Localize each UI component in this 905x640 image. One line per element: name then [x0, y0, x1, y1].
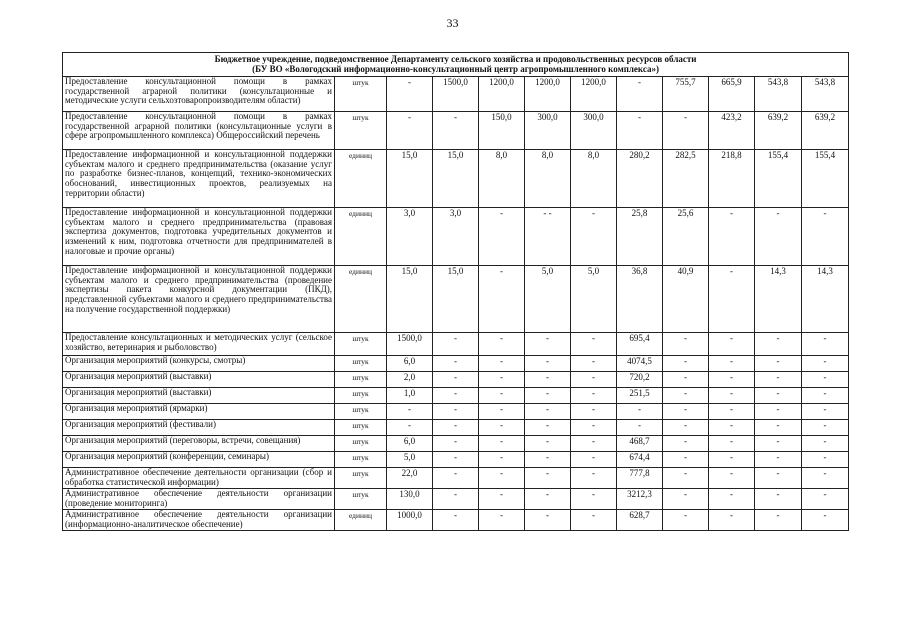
- value-cell: 8,0: [571, 150, 617, 208]
- value-cell: -: [755, 388, 802, 404]
- value-cell: -: [433, 388, 479, 404]
- value-cell: 1200,0: [479, 77, 525, 112]
- value-cell: 1500,0: [387, 333, 433, 356]
- value-cell: 695,4: [617, 333, 663, 356]
- value-cell: -: [802, 208, 849, 266]
- table-row: [63, 489, 849, 510]
- value-cell: 2,0: [387, 372, 433, 388]
- value-cell: 1,0: [387, 388, 433, 404]
- value-cell: 155,4: [802, 150, 849, 208]
- value-cell: -: [433, 356, 479, 372]
- row-description: Предоставление информационной и консультационной поддержки субъектам малого и среднего предпринимательства (оказание услуг по разработке бизнес-планов, концепций, технико-экономических обоснований, инвестиционных проектов, реализуемых на территории области): [63, 150, 335, 208]
- value-cell: -: [709, 404, 755, 420]
- value-cell: 639,2: [802, 112, 849, 150]
- value-cell: -: [709, 452, 755, 468]
- value-cell: -: [709, 510, 755, 531]
- value-cell: -: [571, 420, 617, 436]
- value-cell: -: [663, 489, 709, 510]
- value-cell: 15,0: [387, 150, 433, 208]
- value-cell: -: [617, 404, 663, 420]
- row-unit: единиц: [335, 208, 387, 266]
- value-cell: 8,0: [479, 150, 525, 208]
- row-description: Предоставление консультационной помощи в рамках государственной аграрной политики (консультационные и методические услуги сельхозтоваропроизводителям области): [63, 77, 335, 112]
- value-cell: -: [387, 404, 433, 420]
- value-cell: -: [433, 489, 479, 510]
- value-cell: -: [709, 468, 755, 489]
- value-cell: 280,2: [617, 150, 663, 208]
- value-cell: -: [525, 372, 571, 388]
- value-cell: -: [755, 372, 802, 388]
- row-unit: штук: [335, 404, 387, 420]
- row-unit: штук: [335, 468, 387, 489]
- budget-table: [62, 52, 849, 531]
- value-cell: -: [663, 452, 709, 468]
- row-unit: единиц: [335, 266, 387, 333]
- value-cell: -: [433, 404, 479, 420]
- row-description: Организация мероприятий (ярмарки): [63, 404, 335, 420]
- value-cell: 22,0: [387, 468, 433, 489]
- value-cell: -: [709, 420, 755, 436]
- value-cell: -: [525, 436, 571, 452]
- table-row: [63, 77, 849, 112]
- row-description: Предоставление информационной и консультационной поддержки субъектам малого и среднего предпринимательства (проведение экспертизы пакета конкурсной документации (ПКД), представленной субъектами малого и среднего предпринимательства на получение государственной поддержки): [63, 266, 335, 333]
- value-cell: -: [479, 436, 525, 452]
- value-cell: -: [433, 510, 479, 531]
- value-cell: -: [479, 468, 525, 489]
- value-cell: -: [433, 436, 479, 452]
- value-cell: -: [479, 208, 525, 266]
- value-cell: -: [525, 420, 571, 436]
- table-row: [63, 372, 849, 388]
- row-description: Предоставление консультационных и методических услуг (сельское хозяйство, ветеринария и рыболовство): [63, 333, 335, 356]
- row-description: Административное обеспечение деятельности организации (сбор и обработка статистической информации): [63, 468, 335, 489]
- value-cell: 1000,0: [387, 510, 433, 531]
- value-cell: 25,6: [663, 208, 709, 266]
- value-cell: -: [387, 420, 433, 436]
- header-line-1: Бюджетное учреждение, подведомственное Департаменту сельского хозяйства и продовольственных ресурсов области: [214, 54, 697, 64]
- value-cell: 628,7: [617, 510, 663, 531]
- value-cell: -: [479, 420, 525, 436]
- value-cell: -: [617, 420, 663, 436]
- value-cell: 777,8: [617, 468, 663, 489]
- value-cell: -: [802, 333, 849, 356]
- value-cell: -: [802, 404, 849, 420]
- value-cell: -: [479, 452, 525, 468]
- row-description: Административное обеспечение деятельности организации (информационно-аналитическое обеспечение): [63, 510, 335, 531]
- value-cell: -: [433, 372, 479, 388]
- value-cell: -: [802, 510, 849, 531]
- value-cell: -: [433, 333, 479, 356]
- value-cell: -: [525, 388, 571, 404]
- row-description: Предоставление информационной и консультационной поддержки субъектам малого и среднего предпринимательства (правовая экспертиза документов, подготовка учредительных документов и изменений к ним, подготовка отчетности для предпринимателей в налоговые и прочие органы): [63, 208, 335, 266]
- table-row: [63, 388, 849, 404]
- value-cell: -: [802, 372, 849, 388]
- value-cell: -: [709, 489, 755, 510]
- value-cell: -: [479, 388, 525, 404]
- value-cell: 40,9: [663, 266, 709, 333]
- value-cell: -: [755, 436, 802, 452]
- row-unit: штук: [335, 372, 387, 388]
- value-cell: 3212,3: [617, 489, 663, 510]
- value-cell: -: [663, 510, 709, 531]
- value-cell: 15,0: [387, 266, 433, 333]
- value-cell: -: [755, 452, 802, 468]
- value-cell: -: [525, 452, 571, 468]
- value-cell: -: [709, 333, 755, 356]
- value-cell: -: [479, 510, 525, 531]
- row-description: Организация мероприятий (переговоры, встречи, совещания): [63, 436, 335, 452]
- table-row: [63, 112, 849, 150]
- value-cell: -: [663, 112, 709, 150]
- value-cell: -: [663, 333, 709, 356]
- page-number: 33: [446, 16, 459, 30]
- value-cell: -: [755, 510, 802, 531]
- value-cell: -: [525, 489, 571, 510]
- value-cell: -: [387, 112, 433, 150]
- value-cell: -: [479, 404, 525, 420]
- value-cell: -: [755, 208, 802, 266]
- value-cell: -: [571, 404, 617, 420]
- row-unit: штук: [335, 489, 387, 510]
- value-cell: -: [709, 356, 755, 372]
- table-row: [63, 333, 849, 356]
- table-row: [63, 510, 849, 531]
- row-unit: штук: [335, 452, 387, 468]
- table-row: [63, 452, 849, 468]
- value-cell: 674,4: [617, 452, 663, 468]
- row-unit: штук: [335, 420, 387, 436]
- value-cell: 15,0: [433, 150, 479, 208]
- row-description: Организация мероприятий (конференции, семинары): [63, 452, 335, 468]
- table-row: [63, 150, 849, 208]
- table-header-row: [63, 53, 849, 77]
- row-unit: штук: [335, 112, 387, 150]
- row-unit: штук: [335, 333, 387, 356]
- value-cell: 14,3: [802, 266, 849, 333]
- table-row: [63, 420, 849, 436]
- value-cell: -: [571, 333, 617, 356]
- value-cell: -: [433, 420, 479, 436]
- value-cell: 468,7: [617, 436, 663, 452]
- value-cell: 639,2: [755, 112, 802, 150]
- table-row: [63, 208, 849, 266]
- value-cell: -: [525, 404, 571, 420]
- value-cell: 25,8: [617, 208, 663, 266]
- row-description: Организация мероприятий (выставки): [63, 372, 335, 388]
- value-cell: -: [479, 489, 525, 510]
- value-cell: 755,7: [663, 77, 709, 112]
- value-cell: -: [663, 420, 709, 436]
- institution-header: [63, 53, 849, 77]
- value-cell: -: [663, 468, 709, 489]
- value-cell: -: [755, 356, 802, 372]
- row-unit: единиц: [335, 150, 387, 208]
- value-cell: -: [525, 356, 571, 372]
- value-cell: -: [479, 333, 525, 356]
- value-cell: 282,5: [663, 150, 709, 208]
- value-cell: -: [802, 436, 849, 452]
- value-cell: -: [802, 489, 849, 510]
- value-cell: -: [571, 452, 617, 468]
- value-cell: -: [571, 468, 617, 489]
- value-cell: 15,0: [433, 266, 479, 333]
- row-unit: штук: [335, 436, 387, 452]
- value-cell: - -: [525, 208, 571, 266]
- value-cell: -: [709, 266, 755, 333]
- row-description: Предоставление консультационной помощи в рамках государственной аграрной политики (консультационные услуги в сфере агропромышленного комплекса) Общероссийский перечень: [63, 112, 335, 150]
- value-cell: -: [663, 436, 709, 452]
- table-row: [63, 468, 849, 489]
- value-cell: 6,0: [387, 436, 433, 452]
- value-cell: 14,3: [755, 266, 802, 333]
- value-cell: 1500,0: [433, 77, 479, 112]
- value-cell: -: [755, 333, 802, 356]
- value-cell: -: [663, 372, 709, 388]
- table-row: [63, 356, 849, 372]
- value-cell: 3,0: [387, 208, 433, 266]
- table-row: [63, 436, 849, 452]
- value-cell: -: [663, 388, 709, 404]
- value-cell: -: [802, 356, 849, 372]
- value-cell: 1200,0: [571, 77, 617, 112]
- value-cell: -: [802, 468, 849, 489]
- value-cell: 8,0: [525, 150, 571, 208]
- row-unit: штук: [335, 388, 387, 404]
- value-cell: -: [617, 77, 663, 112]
- value-cell: -: [571, 356, 617, 372]
- value-cell: 130,0: [387, 489, 433, 510]
- value-cell: 5,0: [525, 266, 571, 333]
- value-cell: -: [433, 452, 479, 468]
- value-cell: 36,8: [617, 266, 663, 333]
- row-unit: штук: [335, 77, 387, 112]
- value-cell: 251,5: [617, 388, 663, 404]
- value-cell: -: [525, 333, 571, 356]
- value-cell: 1200,0: [525, 77, 571, 112]
- value-cell: -: [479, 266, 525, 333]
- value-cell: -: [802, 452, 849, 468]
- value-cell: 155,4: [755, 150, 802, 208]
- value-cell: -: [571, 510, 617, 531]
- table-body: [63, 53, 849, 531]
- row-unit: единиц: [335, 510, 387, 531]
- value-cell: -: [663, 404, 709, 420]
- row-description: Организация мероприятий (фестивали): [63, 420, 335, 436]
- value-cell: -: [755, 468, 802, 489]
- value-cell: -: [617, 112, 663, 150]
- value-cell: -: [663, 356, 709, 372]
- value-cell: -: [525, 468, 571, 489]
- value-cell: -: [755, 404, 802, 420]
- value-cell: -: [479, 356, 525, 372]
- value-cell: 423,2: [709, 112, 755, 150]
- value-cell: 5,0: [387, 452, 433, 468]
- value-cell: -: [571, 388, 617, 404]
- value-cell: -: [571, 489, 617, 510]
- table-row: [63, 266, 849, 333]
- table-row: [63, 404, 849, 420]
- value-cell: -: [755, 420, 802, 436]
- value-cell: 543,8: [802, 77, 849, 112]
- value-cell: 4074,5: [617, 356, 663, 372]
- value-cell: 300,0: [525, 112, 571, 150]
- value-cell: 300,0: [571, 112, 617, 150]
- value-cell: -: [802, 420, 849, 436]
- value-cell: -: [433, 112, 479, 150]
- row-description: Организация мероприятий (выставки): [63, 388, 335, 404]
- value-cell: 720,2: [617, 372, 663, 388]
- value-cell: 3,0: [433, 208, 479, 266]
- value-cell: -: [709, 436, 755, 452]
- row-unit: штук: [335, 356, 387, 372]
- value-cell: 6,0: [387, 356, 433, 372]
- value-cell: 543,8: [755, 77, 802, 112]
- value-cell: -: [387, 77, 433, 112]
- value-cell: -: [571, 208, 617, 266]
- row-description: Административное обеспечение деятельности организации (проведение мониторинга): [63, 489, 335, 510]
- value-cell: -: [709, 388, 755, 404]
- value-cell: 5,0: [571, 266, 617, 333]
- row-description: Организация мероприятий (конкурсы, смотры): [63, 356, 335, 372]
- value-cell: -: [755, 489, 802, 510]
- value-cell: -: [709, 208, 755, 266]
- value-cell: -: [802, 388, 849, 404]
- value-cell: -: [525, 510, 571, 531]
- header-line-2: (БУ ВО «Вологодский информационно-консультационный центр агропромышленного комплекса»): [252, 63, 659, 74]
- value-cell: -: [709, 372, 755, 388]
- value-cell: -: [479, 372, 525, 388]
- value-cell: 150,0: [479, 112, 525, 150]
- value-cell: -: [433, 468, 479, 489]
- value-cell: 218,8: [709, 150, 755, 208]
- value-cell: 665,9: [709, 77, 755, 112]
- value-cell: -: [571, 436, 617, 452]
- value-cell: -: [571, 372, 617, 388]
